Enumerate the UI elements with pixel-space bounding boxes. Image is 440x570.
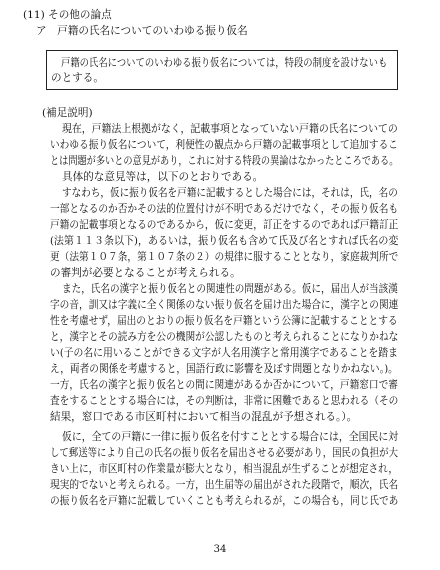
proposal-line: 戸籍の氏名についてのいわゆる振り仮名については，特段の制度を設けないも (61, 57, 388, 69)
body-line: 一方，氏名の漢字と振り仮名との間に関連があるか否かについて，戸籍窓口で審 (50, 379, 398, 391)
section-subheading: ア 戸籍の氏名についてのいわゆる振り仮名 (36, 25, 248, 37)
body-line: の振り仮名を戸籍に記載していくことも考えられるが，この場合も，同じ氏であ (50, 495, 399, 507)
body-line: と，漢字とその読み方を公の機関が公認したものと考えられることになりかねな (50, 331, 399, 343)
body-line: の審判が必要となることが考えられる。 (50, 267, 241, 279)
body-line: 更（法第１０７条，第１０７条の２）の規律に服することとなり，家庭裁判所で (50, 251, 399, 263)
body-line: 字の音，訓又は字義に全く関係のない振り仮名を届け出た場合に，漢字との関連 (50, 299, 399, 311)
body-line: 結果，窓口である市区町村において相当の混乱が予想される。）。 (50, 411, 358, 423)
body-line: 仮に，全ての戸籍に一律に振り仮名を付すこととする場合には，全国民に対 (62, 431, 399, 443)
body-line: 査をすることとする場合には，その判断は，非常に困難であると思われる（その (50, 395, 399, 407)
proposal-line: のとする。 (51, 72, 104, 84)
body-line: とは問題が多いとの意見があり，これに対する特段の異論はなかったところである。 (50, 155, 399, 167)
body-line: 具体的な意見等は，以下のとおりである。 (62, 171, 264, 183)
body-line: して郵送等により自己の氏名の振り仮名を届出させる必要があり，国民の負担が大 (50, 447, 398, 459)
proposal-box (46, 50, 398, 90)
section-heading: (11) その他の論点 (23, 9, 112, 21)
body-line: きい上に，市区町村の作業量が膨大となり，相当混乱が生ずることが想定され， (50, 463, 399, 475)
body-line: 戸籍の記載事項となるのであるから，仮に変更，訂正をするのであれば戸籍訂正 (50, 219, 399, 231)
body-line: 現在，戸籍法上根拠がなく，記載事項となっていない戸籍の氏名についての (62, 123, 398, 135)
body-line: い(子の名に用いることができる文字が人名用漢字と常用漢字であることを踏ま (50, 347, 398, 359)
body-line: 現実的でないと考えられる。一方，出生届等の届出がされた段階で，順次，氏名 (50, 479, 399, 491)
body-line: え，両者の関係を考慮すると，国語行政に影響を及ぼす問題となりかねない。)。 (50, 363, 398, 375)
supplementary-label: (補足説明) (42, 107, 93, 119)
body-line: いわゆる振り仮名について，利便性の観点から戸籍の記載事項として追加するこ (50, 139, 398, 151)
body-line: 性を考慮せず，届出のとおりの振り仮名を戸籍という公簿に記載することとする (50, 315, 398, 327)
page-number: 34 (213, 544, 227, 555)
body-line: また，氏名の漢字と振り仮名との関連性の問題がある。仮に，届出人が当該漢 (62, 283, 398, 295)
body-line: 一部となるのか否かその法的位置付けが不明であるだけでなく，その振り仮名も (50, 203, 399, 215)
body-line: (法第１１３条以下)，あるいは，振り仮名も含めて氏及び名とすれば氏名の変 (50, 235, 399, 247)
body-line: すなわち，仮に振り仮名を戸籍に記載するとした場合には，それは，氏，名の (62, 187, 398, 199)
